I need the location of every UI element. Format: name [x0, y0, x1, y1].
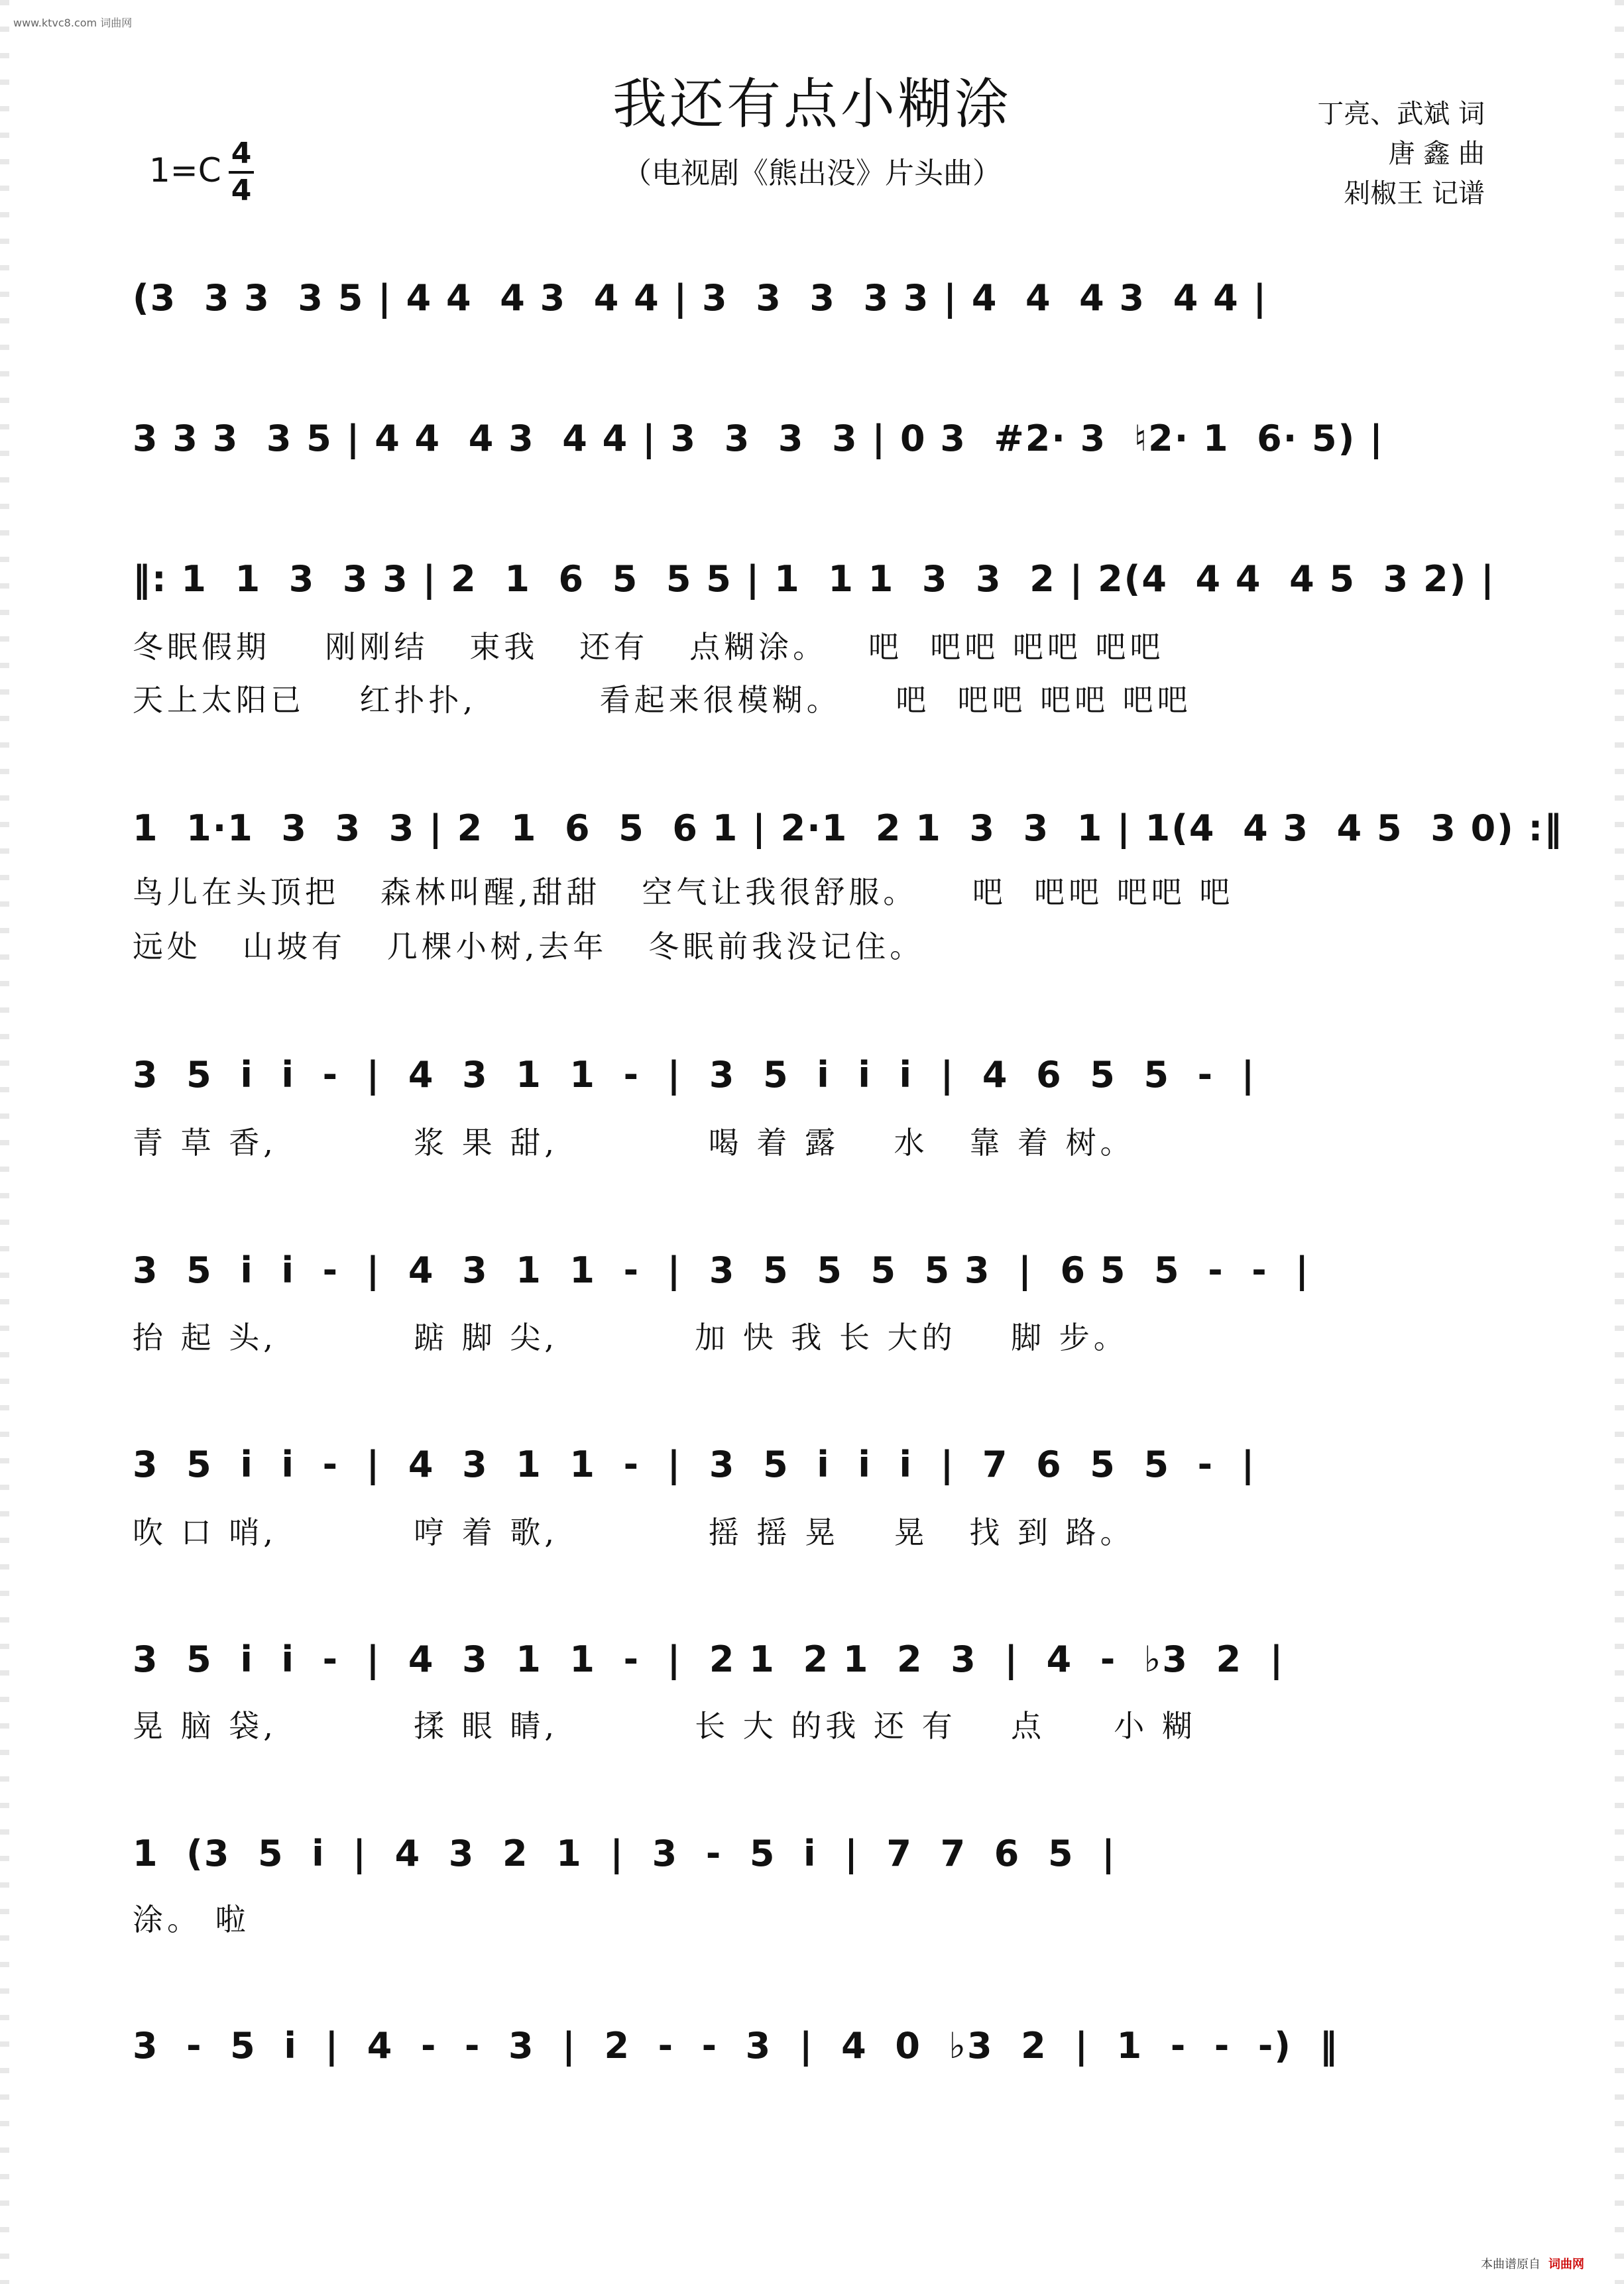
notation-row-2: 3 3 3 3 5 | 4 4 4 3 4 4 | 3 3 3 3 | 0 3 #2· 3 ♮2· 1 6· 5) |: [133, 418, 1384, 459]
notation-row-9: 1 (3 5 i | 4 3 2 1 | 3 - 5 i | 7 7 6 5 |: [133, 1833, 1116, 1874]
notation-row-8: 3 5 i i - | 4 3 1 1 - | 2 1 2 1 2 3 | 4 - ♭3 2 |: [133, 1638, 1285, 1680]
lyric-row-4-verse-1: 鸟儿在头顶把 森林叫醒,甜甜 空气让我很舒服。 吧 吧吧 吧吧 吧: [133, 874, 1234, 910]
time-sig-top: 4: [231, 137, 252, 170]
key-signature: 1=C: [149, 151, 221, 190]
time-signature: [229, 138, 254, 207]
lyricist-credit: 丁亮、武斌 词: [1317, 99, 1485, 129]
lyric-row-6: 抬 起 头, 踮 脚 尖, 加 快 我 长 大的 脚 步。: [133, 1320, 1128, 1355]
transcriber-credit: 剁椒王 记谱: [1344, 178, 1485, 209]
left-margin-strip: [0, 0, 9, 2284]
lyric-row-4-verse-2: 远处 山坡有 几棵小树,去年 冬眠前我没记住。: [133, 929, 925, 964]
lyric-row-9: 涂。 啦: [133, 1902, 250, 1937]
right-margin-strip: [1615, 0, 1624, 2284]
lyric-row-3-verse-2: 天上太阳已 红扑扑, 看起来很模糊。 吧 吧吧 吧吧 吧吧: [133, 682, 1192, 718]
notation-row-10: 3 - 5 i | 4 - - 3 | 2 - - 3 | 4 0 ♭3 2 | 1 - - -) ‖: [133, 2025, 1339, 2067]
site-label: www.ktvc8.com 词曲网: [13, 17, 133, 29]
footer: [1481, 2255, 1584, 2272]
notation-row-1: (3 3 3 3 5 | 4 4 4 3 4 4 | 3 3 3 3 3 | 4 4 4 3 4 4 |: [133, 277, 1268, 319]
song-title: 我还有点小糊涂: [612, 73, 1012, 136]
notation-row-3: ‖: 1 1 3 3 3 | 2 1 6 5 5 5 | 1 1 1 3 3 2 | 2(4 4 4 4 5 3 2) |: [133, 558, 1495, 600]
lyric-row-7: 吹 口 哨, 哼 着 歌, 摇 摇 晃 晃 找 到 路。: [133, 1514, 1135, 1550]
notation-row-6: 3 5 i i - | 4 3 1 1 - | 3 5 5 5 5 3 | 6 5 5 - - |: [133, 1249, 1310, 1291]
footer-brand: 词曲网: [1548, 2257, 1584, 2271]
lyric-row-8: 晃 脑 袋, 揉 眼 睛, 长 大 的我 还 有 点 小 糊: [133, 1708, 1196, 1744]
composer-credit: 唐 鑫 曲: [1388, 139, 1485, 169]
lyric-row-3-verse-1: 冬眠假期 刚刚结 束我 还有 点糊涂。 吧 吧吧 吧吧 吧吧: [133, 629, 1165, 665]
notation-row-5: 3 5 i i - | 4 3 1 1 - | 3 5 i i i | 4 6 5 5 - |: [133, 1054, 1256, 1096]
song-subtitle: （电视剧《熊出没》片头曲）: [622, 156, 1002, 190]
notation-row-7: 3 5 i i - | 4 3 1 1 - | 3 5 i i i | 7 6 5 5 - |: [133, 1444, 1256, 1485]
time-sig-bottom: 4: [231, 174, 252, 207]
lyric-row-5: 青 草 香, 浆 果 甜, 喝 着 露 水 靠 着 树。: [133, 1125, 1135, 1161]
footer-text: 本曲谱原自: [1481, 2257, 1540, 2271]
notation-row-4: 1 1·1 3 3 3 | 2 1 6 5 6 1 | 2·1 2 1 3 3 1 | 1(4 4 3 4 5 3 0) :‖: [133, 807, 1564, 849]
